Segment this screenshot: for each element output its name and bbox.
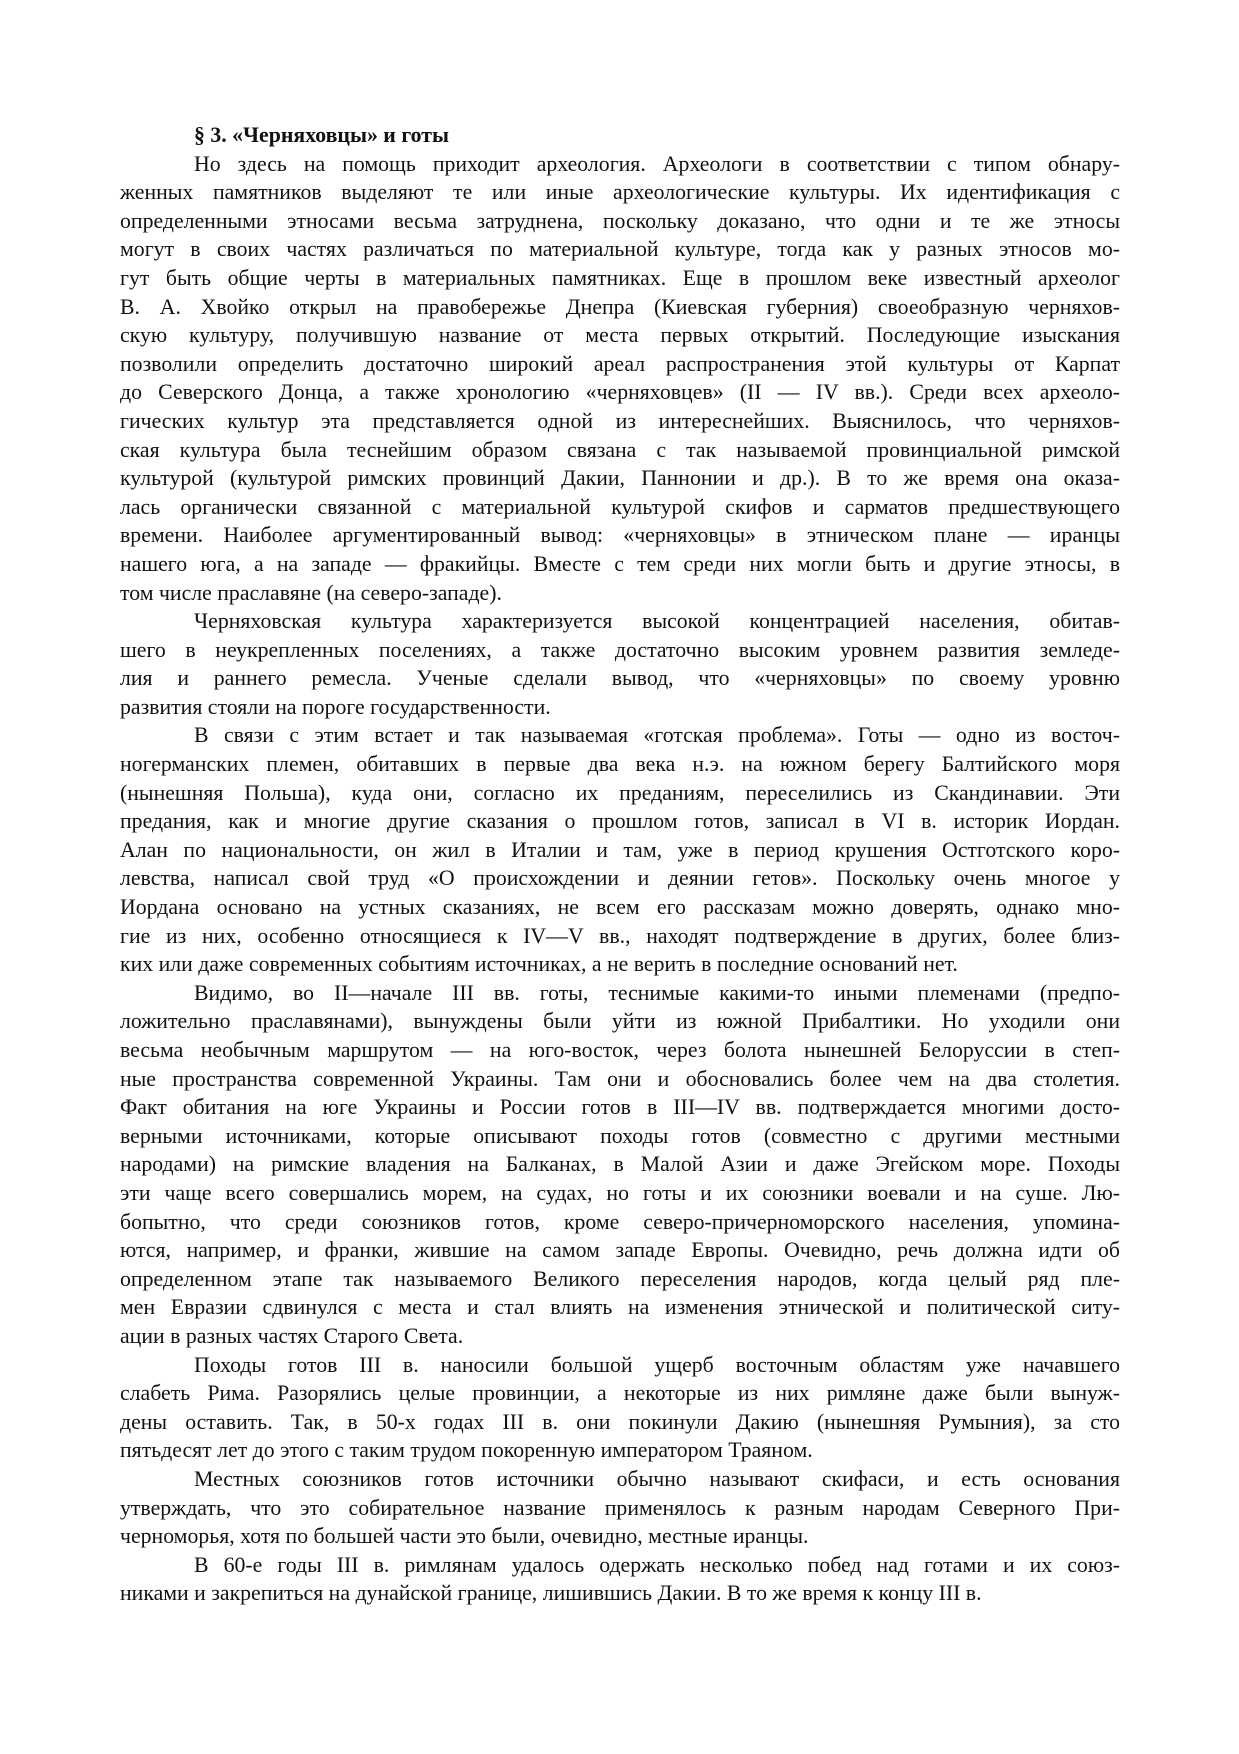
paragraph-line: ации в разных частях Старого Света. <box>120 1323 464 1348</box>
paragraph-line: Но здесь на помощь приходит археология. Археологи в соответствии с типом обнару- <box>194 151 1120 176</box>
paragraph <box>120 979 1120 1351</box>
paragraph-line: гут быть общие черты в материальных памятниках. Еще в прошлом веке известный археолог <box>120 265 1120 290</box>
paragraph-line: никами и закрепиться на дунайской границе, лишившись Дакии. В то же время к концу III в. <box>120 1581 982 1606</box>
paragraph-line: Иордана основано на устных сказаниях, не всем его рассказам можно доверять, однако мно- <box>120 895 1120 920</box>
paragraph-line: весьма необычным маршрутом — на юго-восток, через болота нынешней Белоруссии в степ- <box>120 1038 1120 1062</box>
paragraph-line: до Северского Донца, а также хронологию «черняховцев» (II — IV вв.). Среди всех археоло- <box>120 380 1120 405</box>
paragraph-line: развития стояли на пороге государственности. <box>120 694 551 719</box>
text-block <box>120 121 1120 1608</box>
paragraph-line: пятьдесят лет до этого с таким трудом покоренную императором Траяном. <box>120 1438 813 1463</box>
paragraph-line: предания, как и многие другие сказания о прошлом готов, записал в VI в. историк Иордан. <box>120 809 1120 834</box>
paragraph-line: шего в неукрепленных поселениях, а также достаточно высоким уровнем развития земледе- <box>120 637 1120 662</box>
paragraph-line: нашего юга, а на западе — фракийцы. Вместе с тем среди них могли быть и другие этносы, в <box>120 551 1120 576</box>
paragraph-line: дены оставить. Так, в 50-х годах III в. они покинули Дакию (нынешняя Румыния), за сто <box>120 1409 1120 1434</box>
paragraph-line: ская культура была теснейшим образом связана с так называемой провинциальной римской <box>120 437 1120 462</box>
paragraph-line: слабеть Рима. Разорялись целые провинции, а некоторые из них римляне даже были вынуж- <box>120 1381 1120 1406</box>
paragraph-line: В. А. Хвойко открыл на правобережье Днепра (Киевская губерния) своеобразную черняхов- <box>120 294 1120 319</box>
paragraph-line: определенными этносами весьма затруднена, поскольку доказано, что одни и те же этносы <box>120 208 1120 233</box>
paragraph <box>120 721 1120 978</box>
paragraph-line: утверждать, что это собирательное название применялось к разным народам Северного При- <box>120 1495 1120 1520</box>
paragraph-line: женных памятников выделяют те или иные археологические культуры. Их идентификация с <box>120 180 1120 205</box>
paragraph <box>120 607 1120 721</box>
paragraph-line: ложительно праславянами), вынуждены были уйти из южной Прибалтики. Но уходили они <box>120 1009 1120 1034</box>
paragraph-line: гие из них, особенно относящиеся к IV—V вв., находят подтверждение в других, более близ- <box>120 923 1120 948</box>
paragraph-line: бопытно, что среди союзников готов, кроме северо-причерноморского населения, упомина- <box>120 1209 1120 1234</box>
paragraph-line: Алан по национальности, он жил в Италии и там, уже в период крушения Остготского коро- <box>120 837 1120 862</box>
section-heading: § 3. «Черняховцы» и готы <box>194 123 450 147</box>
paragraph-line: Видимо, во II—начале III вв. готы, теснимые какими-то иными племенами (предпо- <box>194 980 1120 1005</box>
paragraph <box>120 1465 1120 1551</box>
paragraph-line: лась органически связанной с материальной культурой скифов и сарматов предшествующего <box>120 494 1120 519</box>
paragraph <box>120 1351 1120 1465</box>
paragraph-line: ные пространства современной Украины. Там они и обосновались более чем на два столетия. <box>120 1066 1120 1091</box>
paragraph-line: народами) на римские владения на Балканах, в Малой Азии и даже Эгейском море. Походы <box>120 1152 1120 1177</box>
paragraph-line: В 60-е годы III в. римлянам удалось одержать несколько побед над готами и их союз- <box>194 1552 1120 1577</box>
paragraph-line: Черняховская культура характеризуется высокой концентрацией населения, обитав- <box>194 609 1120 634</box>
paragraph-line: черноморья, хотя по большей части это были, очевидно, местные иранцы. <box>120 1524 809 1549</box>
paragraph <box>120 150 1120 608</box>
paragraph-line: эти чаще всего совершались морем, на судах, но готы и их союзники воевали и на суше. Лю- <box>120 1180 1120 1205</box>
paragraph-line: определенном этапе так называемого Великого переселения народов, когда целый ряд пле- <box>120 1266 1120 1291</box>
paragraph-line: Местных союзников готов источники обычно называют скифаси, и есть основания <box>194 1466 1120 1491</box>
paragraph-line: культурой (культурой римских провинций Дакии, Паннонии и др.). В то же время она оказа- <box>120 466 1120 491</box>
paragraph <box>120 1551 1120 1608</box>
paragraph-line: ногерманских племен, обитавших в первые два века н.э. на южном берегу Балтийского моря <box>120 752 1120 777</box>
paragraph-line: позволили определить достаточно широкий ареал распространения этой культуры от Карпат <box>120 351 1120 376</box>
paragraph-line: лия и раннего ремесла. Ученые сделали вывод, что «черняховцы» по своему уровню <box>120 666 1120 691</box>
paragraph-line: ются, например, и франки, жившие на самом западе Европы. Очевидно, речь должна идти об <box>120 1238 1120 1263</box>
paragraph-line: верными источниками, которые описывают походы готов (совместно с другими местными <box>120 1123 1120 1148</box>
paragraph-line: времени. Наиболее аргументированный вывод: «черняховцы» в этническом плане — иранцы <box>120 523 1120 548</box>
paragraph-line: том числе праславяне (на северо-западе). <box>120 580 502 605</box>
paragraph-line: левства, написал свой труд «О происхождении и деянии гетов». Поскольку очень многое у <box>120 866 1120 891</box>
paragraph-line: могут в своих частях различаться по материальной культуре, тогда как у разных этносов мо- <box>120 237 1120 262</box>
paragraph-line: (нынешняя Польша), куда они, согласно их преданиям, переселились из Скандинавии. Эти <box>120 780 1120 805</box>
paragraph-line: гических культур эта представляется одной из интереснейших. Выяснилось, что черняхов- <box>120 408 1120 433</box>
paragraph-line: В связи с этим встает и так называемая «готская проблема». Готы — одно из восточ- <box>194 723 1120 748</box>
paragraph-line: скую культуру, получившую название от места первых открытий. Последующие изыскания <box>120 323 1120 348</box>
paragraph-line: Факт обитания на юге Украины и России готов в III—IV вв. подтверждается многими досто- <box>120 1095 1120 1120</box>
paragraph-line: ких или даже современных событиям источниках, а не верить в последние оснований нет. <box>120 952 958 977</box>
paragraphs <box>120 150 1120 1608</box>
paragraph-line: мен Евразии сдвинулся с места и стал влиять на изменения этнической и политической ситу- <box>120 1295 1120 1320</box>
paragraph-line: Походы готов III в. наносили большой ущерб восточным областям уже начавшего <box>194 1352 1120 1377</box>
